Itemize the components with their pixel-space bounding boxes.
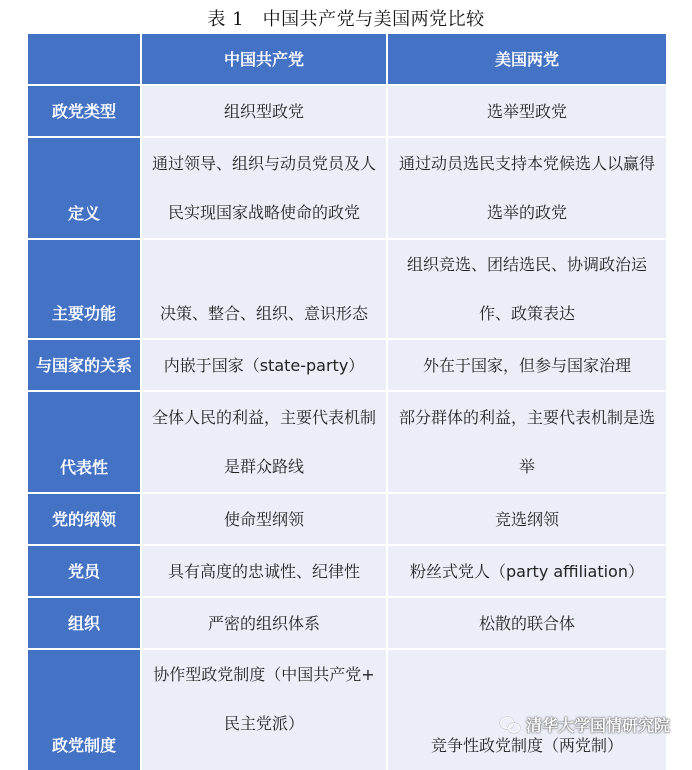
cell-us-members: 粉丝式党人（party affiliation） (388, 546, 666, 596)
cell-cpc-main-functions: 决策、整合、组织、意识形态 (142, 240, 386, 338)
header-corner (28, 34, 140, 84)
comparison-table (28, 34, 666, 755)
watermark (500, 713, 670, 736)
cell-us-organization: 松散的联合体 (388, 598, 666, 648)
cell-cpc-representation: 全体人民的利益，主要代表机制 是群众路线 (142, 392, 386, 492)
row-label-members: 党员 (28, 546, 140, 596)
cell-us-main-functions: 组织竞选、团结选民、协调政治运 作、政策表达 (388, 240, 666, 338)
header-us: 美国两党 (388, 34, 666, 84)
cell-cpc-members: 具有高度的忠诚性、纪律性 (142, 546, 386, 596)
cell-cpc-organization: 严密的组织体系 (142, 598, 386, 648)
row-label-state-relation: 与国家的关系 (28, 340, 140, 390)
row-label-main-functions: 主要功能 (28, 240, 140, 338)
cell-cpc-party-system: 协作型政党制度（中国共产党+ 民主党派） (142, 650, 386, 770)
header-cpc: 中国共产党 (142, 34, 386, 84)
cell-us-definition: 通过动员选民支持本党候选人以赢得 选举的政党 (388, 138, 666, 238)
cell-cpc-definition: 通过领导、组织与动员党员及人 民实现国家战略使命的政党 (142, 138, 386, 238)
cell-us-representation: 部分群体的利益，主要代表机制是选 举 (388, 392, 666, 492)
watermark-text: 清华大学国情研究院 (525, 716, 670, 735)
row-label-organization: 组织 (28, 598, 140, 648)
cell-us-party-platform: 竞选纲领 (388, 494, 666, 544)
cell-us-state-relation: 外在于国家，但参与国家治理 (388, 340, 666, 390)
cell-us-party-system: 竞争性政党制度（两党制） (388, 650, 666, 770)
row-label-representation: 代表性 (28, 392, 140, 492)
table-caption: 表 1 中国共产党与美国两党比较 (207, 9, 485, 30)
row-label-party-platform: 党的纲领 (28, 494, 140, 544)
row-label-party-system: 政党制度 (28, 650, 140, 770)
row-label-party-type: 政党类型 (28, 86, 140, 136)
cell-cpc-party-platform: 使命型纲领 (142, 494, 386, 544)
cell-cpc-party-type: 组织型政党 (142, 86, 386, 136)
wechat-icon (500, 717, 520, 733)
cell-cpc-state-relation: 内嵌于国家（state-party） (142, 340, 386, 390)
cell-us-party-type: 选举型政党 (388, 86, 666, 136)
row-label-definition: 定义 (28, 138, 140, 238)
